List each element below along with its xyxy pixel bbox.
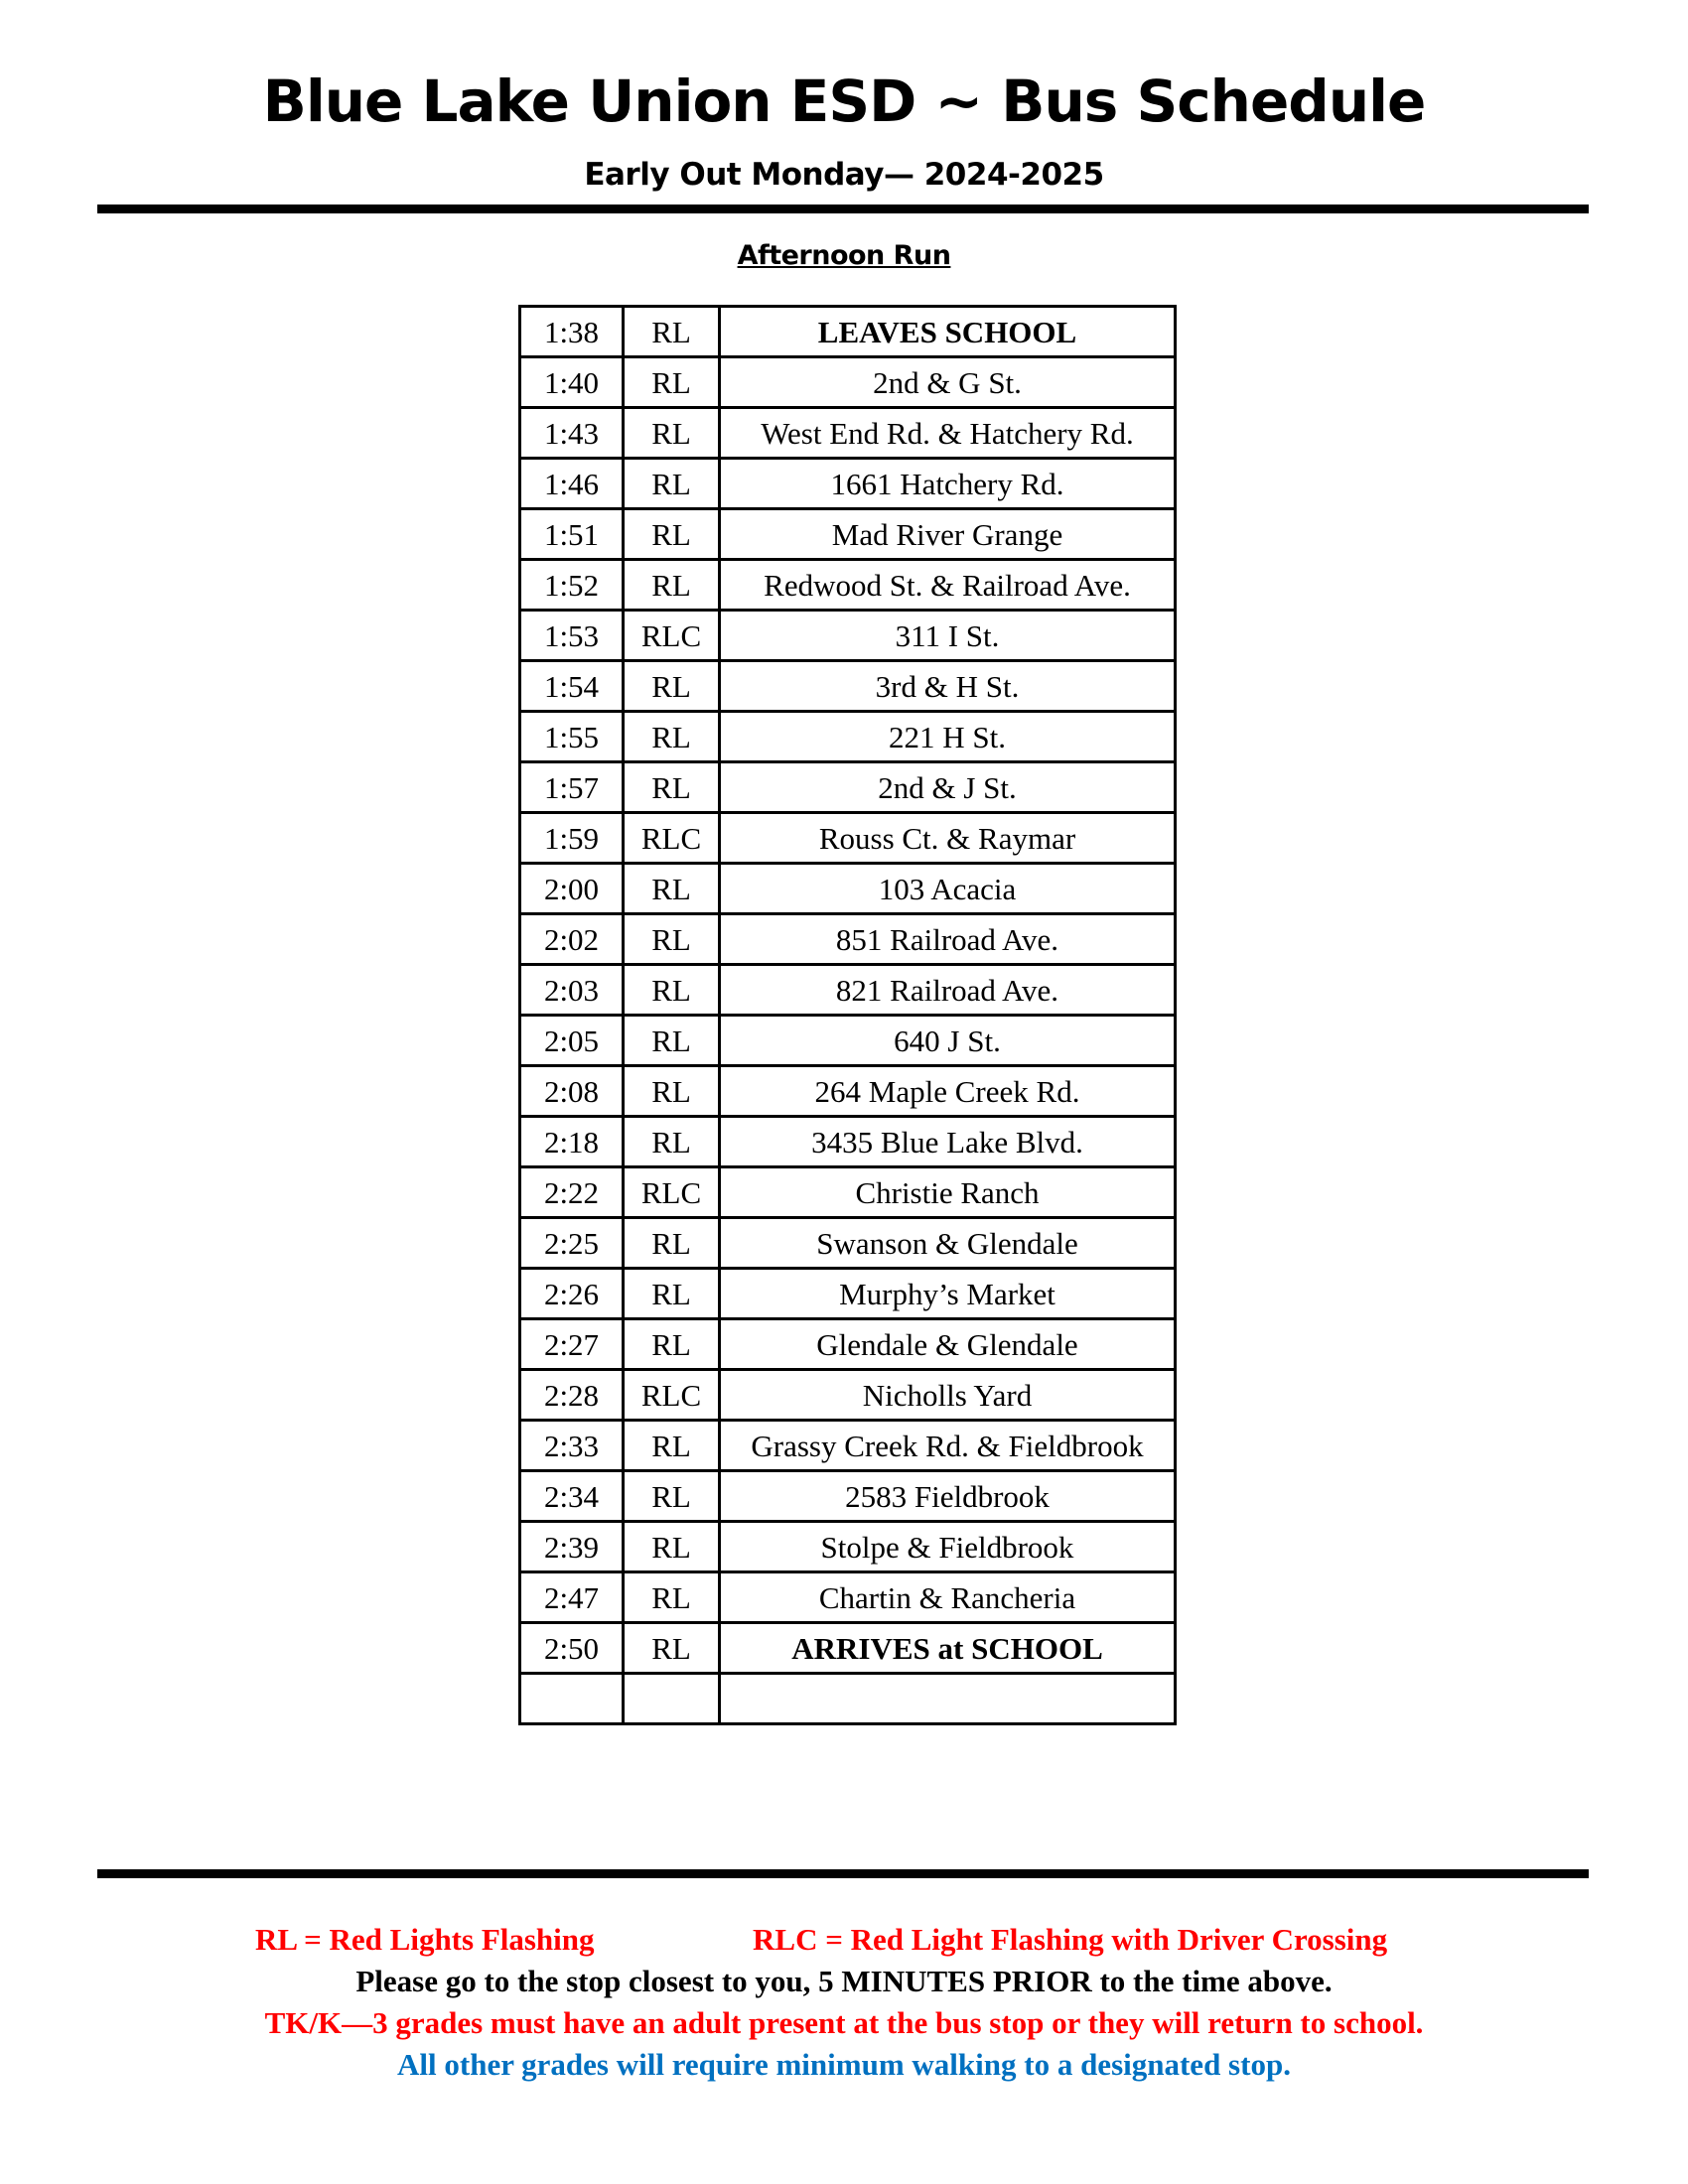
table-row: [520, 1269, 1176, 1319]
code-cell: RL: [624, 307, 720, 357]
time-cell: 2:00: [520, 864, 624, 914]
time-cell: 2:27: [520, 1319, 624, 1370]
top-divider: [97, 205, 1589, 213]
bottom-divider: [97, 1869, 1589, 1878]
code-cell: RL: [624, 560, 720, 611]
code-cell: RL: [624, 712, 720, 762]
time-cell: 1:54: [520, 661, 624, 712]
table-row: [520, 1218, 1176, 1269]
page-title: Blue Lake Union ESD ~ Bus Schedule: [262, 68, 1426, 135]
table-row: [520, 1167, 1176, 1218]
table-row: [520, 1471, 1176, 1522]
table-row: [520, 1016, 1176, 1066]
code-cell: RL: [624, 357, 720, 408]
code-cell: RL: [624, 1522, 720, 1572]
table-row: [520, 459, 1176, 509]
code-cell: RL: [624, 1572, 720, 1623]
table-row: [520, 1572, 1176, 1623]
table-row: [520, 864, 1176, 914]
table-row: [520, 1421, 1176, 1471]
stop-cell: Swanson & Glendale: [720, 1218, 1176, 1269]
table-row: [520, 965, 1176, 1016]
stop-cell: 2nd & J St.: [720, 762, 1176, 813]
time-cell: 1:55: [520, 712, 624, 762]
code-cell: RL: [624, 1623, 720, 1674]
time-cell: 2:47: [520, 1572, 624, 1623]
time-cell: 1:51: [520, 509, 624, 560]
code-cell: RLC: [624, 813, 720, 864]
table-row: [520, 1623, 1176, 1674]
table-row: [520, 509, 1176, 560]
stop-cell: Stolpe & Fieldbrook: [720, 1522, 1176, 1572]
stop-cell: 851 Railroad Ave.: [720, 914, 1176, 965]
code-cell: RL: [624, 1117, 720, 1167]
time-cell: 2:02: [520, 914, 624, 965]
code-cell: RL: [624, 661, 720, 712]
note-stop-timing: Please go to the stop closest to you, 5 MINUTES PRIOR to the time above.: [355, 1964, 1333, 1998]
time-cell: 1:46: [520, 459, 624, 509]
note-walking: All other grades will require minimum walking to a designated stop.: [397, 2047, 1291, 2082]
stop-cell: 264 Maple Creek Rd.: [720, 1066, 1176, 1117]
time-cell: 2:22: [520, 1167, 624, 1218]
time-cell: 2:03: [520, 965, 624, 1016]
time-cell: 1:57: [520, 762, 624, 813]
table-row: [520, 1066, 1176, 1117]
code-cell: RL: [624, 914, 720, 965]
schedule-table-body: [520, 307, 1176, 1724]
time-cell: 2:50: [520, 1623, 624, 1674]
code-cell: RLC: [624, 611, 720, 661]
table-row: [520, 1319, 1176, 1370]
code-cell: RL: [624, 459, 720, 509]
legend-rlc: RLC = Red Light Flashing with Driver Crossing: [753, 1922, 1388, 1957]
code-cell: RL: [624, 408, 720, 459]
table-row: [520, 611, 1176, 661]
page-subtitle: Early Out Monday— 2024-2025: [584, 157, 1104, 193]
table-row: [520, 762, 1176, 813]
stop-cell: Christie Ranch: [720, 1167, 1176, 1218]
stop-cell: LEAVES SCHOOL: [720, 307, 1176, 357]
code-cell: RL: [624, 1471, 720, 1522]
stop-cell: 221 H St.: [720, 712, 1176, 762]
time-cell: 2:08: [520, 1066, 624, 1117]
table-row: [520, 712, 1176, 762]
schedule-table: [518, 305, 1177, 1725]
code-cell: RL: [624, 864, 720, 914]
stop-cell: Grassy Creek Rd. & Fieldbrook: [720, 1421, 1176, 1471]
stop-cell: Mad River Grange: [720, 509, 1176, 560]
stop-cell: Redwood St. & Railroad Ave.: [720, 560, 1176, 611]
time-cell: 1:43: [520, 408, 624, 459]
table-row: [520, 1117, 1176, 1167]
section-title: Afternoon Run: [737, 240, 951, 271]
time-cell: 1:40: [520, 357, 624, 408]
code-cell: RL: [624, 762, 720, 813]
time-cell: [520, 1674, 624, 1724]
code-cell: RL: [624, 965, 720, 1016]
code-cell: RL: [624, 1269, 720, 1319]
time-cell: 2:05: [520, 1016, 624, 1066]
table-row: [520, 1674, 1176, 1724]
code-cell: RL: [624, 1016, 720, 1066]
code-cell: RL: [624, 1421, 720, 1471]
stop-cell: 2583 Fieldbrook: [720, 1471, 1176, 1522]
stop-cell: 103 Acacia: [720, 864, 1176, 914]
stop-cell: 821 Railroad Ave.: [720, 965, 1176, 1016]
table-row: [520, 1370, 1176, 1421]
stop-cell: Rouss Ct. & Raymar: [720, 813, 1176, 864]
time-cell: 2:25: [520, 1218, 624, 1269]
table-row: [520, 307, 1176, 357]
table-row: [520, 560, 1176, 611]
stop-cell: 311 I St.: [720, 611, 1176, 661]
table-row: [520, 357, 1176, 408]
code-cell: RLC: [624, 1167, 720, 1218]
time-cell: 1:59: [520, 813, 624, 864]
stop-cell: [720, 1674, 1176, 1724]
stop-cell: 3435 Blue Lake Blvd.: [720, 1117, 1176, 1167]
table-row: [520, 914, 1176, 965]
code-cell: RL: [624, 1218, 720, 1269]
time-cell: 1:38: [520, 307, 624, 357]
table-row: [520, 1522, 1176, 1572]
stop-cell: ARRIVES at SCHOOL: [720, 1623, 1176, 1674]
code-cell: RL: [624, 509, 720, 560]
stop-cell: Nicholls Yard: [720, 1370, 1176, 1421]
stop-cell: Chartin & Rancheria: [720, 1572, 1176, 1623]
time-cell: 1:52: [520, 560, 624, 611]
stop-cell: 640 J St.: [720, 1016, 1176, 1066]
stop-cell: 3rd & H St.: [720, 661, 1176, 712]
time-cell: 2:39: [520, 1522, 624, 1572]
stop-cell: Glendale & Glendale: [720, 1319, 1176, 1370]
code-cell: [624, 1674, 720, 1724]
table-row: [520, 661, 1176, 712]
stop-cell: West End Rd. & Hatchery Rd.: [720, 408, 1176, 459]
time-cell: 2:26: [520, 1269, 624, 1319]
time-cell: 2:34: [520, 1471, 624, 1522]
time-cell: 2:18: [520, 1117, 624, 1167]
table-row: [520, 408, 1176, 459]
time-cell: 2:33: [520, 1421, 624, 1471]
stop-cell: 1661 Hatchery Rd.: [720, 459, 1176, 509]
time-cell: 1:53: [520, 611, 624, 661]
code-cell: RLC: [624, 1370, 720, 1421]
legend-rl: RL = Red Lights Flashing: [255, 1922, 595, 1957]
stop-cell: Murphy’s Market: [720, 1269, 1176, 1319]
table-row: [520, 813, 1176, 864]
time-cell: 2:28: [520, 1370, 624, 1421]
stop-cell: 2nd & G St.: [720, 357, 1176, 408]
note-adult-required: TK/K—3 grades must have an adult present at the bus stop or they will return to school.: [264, 2005, 1424, 2040]
code-cell: RL: [624, 1066, 720, 1117]
code-cell: RL: [624, 1319, 720, 1370]
